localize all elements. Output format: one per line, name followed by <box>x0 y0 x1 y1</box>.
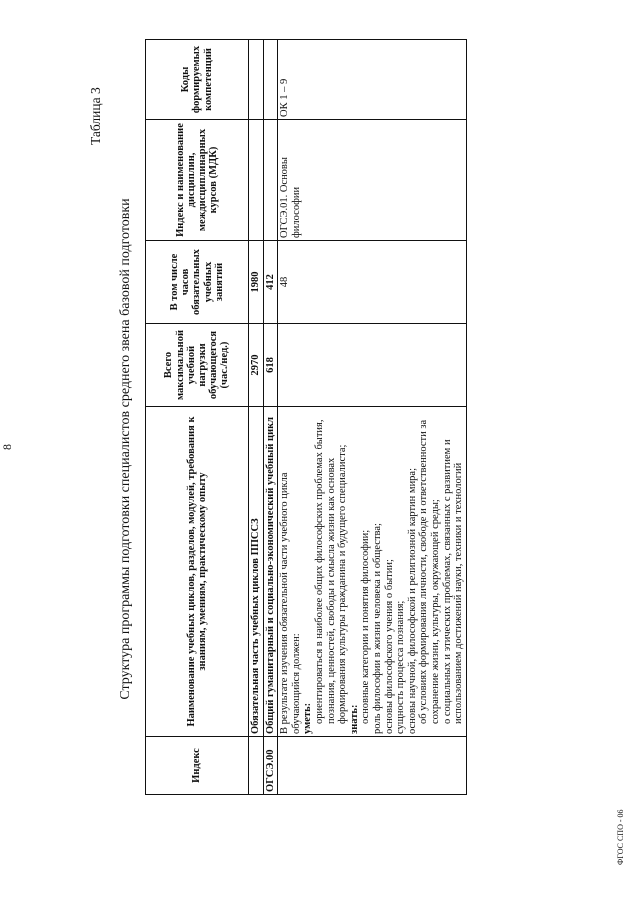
structure-table <box>145 39 467 795</box>
requirement-line: об условиях формирования личности, свободе и ответственности за сохранение жизни, культуры, окружающей среды; <box>418 419 441 724</box>
cycle-mandatory: 412 <box>263 241 278 324</box>
table-header-row <box>146 40 249 795</box>
requirement-line: В результате изучения обязательной части учебного цикла обучающийся должен: <box>279 472 302 734</box>
table-row-cycle <box>263 40 278 795</box>
header-name: Наименование учебных циклов, разделов, модулей, требования к знаниям, умениям, практическому опыту <box>146 407 249 737</box>
header-discipline: Индекс и наименование дисциплин, междисциплинарных курсов (МДК) <box>146 120 249 241</box>
total-name: Обязательная часть учебных циклов ППССЗ <box>249 407 264 737</box>
requirement-line: уметь: <box>302 702 314 734</box>
requirement-line: о социальных и этических проблемах, связанных с развитием и использованием достижений науки, техники и технологий <box>441 439 465 724</box>
requirement-line: ориентироваться в наиболее общих философских проблемах бытия, познания, ценностей, свободы и смысла жизни как основах формирования культуры гражданина и будущего специалиста; <box>313 419 349 724</box>
header-index: Индекс <box>146 737 249 795</box>
table-row-discipline <box>278 40 467 795</box>
page-number: 8 <box>0 444 14 450</box>
discipline-requirements <box>278 407 467 737</box>
requirement-line: основы научной, философской и религиозной картин мира; <box>406 467 418 734</box>
table-label: Таблица 3 <box>88 87 103 145</box>
header-mandatory: В том числе часов обязательных учебных занятий <box>146 241 249 324</box>
requirement-line: основные категории и понятия философии; <box>360 529 372 724</box>
discipline-competencies: ОК 1 – 9 <box>278 40 467 120</box>
header-max-load: Всего максимальной учебной нагрузки обучающегося (час./нед.) <box>146 324 249 407</box>
page-title: Структура программы подготовки специалистов среднего звена базовой подготовки <box>118 198 133 700</box>
requirement-line: роль философии в жизни человека и общества; <box>371 523 383 734</box>
header-competencies: Коды формируемых компетенций <box>146 40 249 120</box>
total-max-load: 2970 <box>249 324 264 407</box>
page-footer: ФГОС СПО - 06 <box>616 809 625 865</box>
table-row-total <box>249 40 264 795</box>
total-mandatory: 1980 <box>249 241 264 324</box>
requirement-line: основы философского учения о бытии; <box>383 559 395 734</box>
requirement-line: знать: <box>348 704 360 734</box>
requirement-line: сущность процесса познания; <box>395 600 407 734</box>
cycle-name: Общий гуманитарный и социально-экономический учебный цикл <box>263 407 278 737</box>
discipline-mandatory: 48 <box>278 241 467 324</box>
cycle-index: ОГСЭ.00 <box>263 737 278 795</box>
discipline-name: ОГСЭ.01. Основы философии <box>278 120 467 241</box>
cycle-max-load: 618 <box>263 324 278 407</box>
